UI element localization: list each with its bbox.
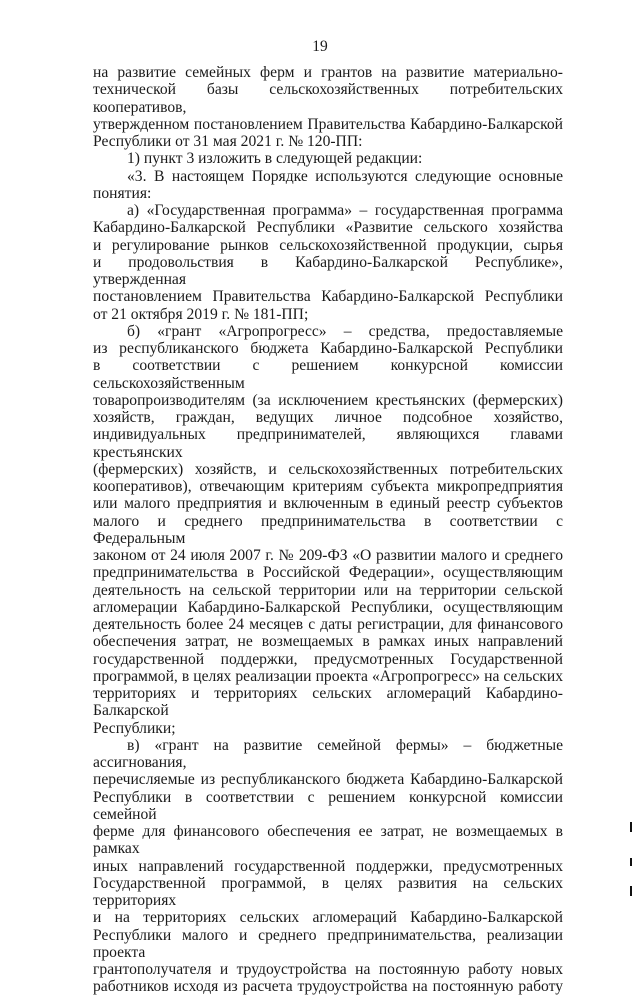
paragraph	[93, 168, 563, 203]
text-line: Республики;	[93, 719, 176, 737]
text-line: б) «грант «Агропрогресс» – средства, предоставляемые	[127, 322, 563, 340]
text-line: Государственной программой, в целях развития на сельских территориях	[93, 874, 563, 909]
text-line: на развитие семейных ферм и грантов на развитие материально-	[93, 64, 563, 81]
text-line: грантополучателя и трудоустройства на постоянную работу новых	[93, 961, 563, 978]
text-line: государственной поддержки, предусмотренных Государственной	[93, 650, 563, 668]
text-line: перечисляемые из республиканского бюджета Кабардино-Балкарской	[93, 771, 563, 789]
text-line: и регулирование рынков сельскохозяйственной продукции, сырья	[93, 236, 563, 254]
text-line: иных направлений государственной поддержки, предусмотренных	[93, 857, 563, 875]
text-line: постановлением Правительства Кабардино-Балкарской Республики	[93, 288, 563, 306]
text-line: товаропроизводителям (за исключением крестьянских (фермерских)	[93, 391, 563, 409]
text-line: программой, в целях реализации проекта «Агропрогресс» на сельских	[93, 667, 563, 685]
text-line: технической базы сельскохозяйственных потребительских кооперативов,	[93, 81, 563, 116]
text-line: Республики от 31 мая 2021 г. № 120-ПП:	[93, 133, 363, 150]
text-line: из республиканского бюджета Кабардино-Балкарской Республики	[93, 340, 563, 357]
text-line: понятия:	[93, 184, 152, 202]
page-number: 19	[312, 38, 328, 55]
text-line: Республики в соответствии с решением конкурсной комиссии семейной	[93, 788, 563, 823]
text-line: индивидуальных предпринимателей, являющихся главами крестьянских	[93, 426, 563, 461]
text-line: Кабардино-Балкарской Республики «Развитие сельского хозяйства	[93, 219, 563, 237]
paragraph	[93, 323, 563, 737]
paragraph	[93, 150, 563, 167]
text-line: в соответствии с решением конкурсной комиссии сельскохозяйственным	[93, 357, 563, 392]
scan-margin-marks	[630, 800, 634, 900]
text-line: утвержденном постановлением Правительства Кабардино-Балкарской	[93, 115, 563, 133]
text-line: деятельность более 24 месяцев с даты регистрации, для финансового	[93, 616, 563, 633]
text-line: или малого предприятия и включенным в единый реестр субъектов	[93, 495, 563, 513]
text-line: «3. В настоящем Порядке используются следующие основные	[127, 167, 563, 185]
text-line: (фермерских) хозяйств, и сельскохозяйственных потребительских	[93, 460, 563, 478]
text-line: и на территориях сельских агломераций Кабардино-Балкарской	[93, 909, 563, 927]
text-line: 1) пункт 3 изложить в следующей редакции:	[127, 150, 423, 168]
text-line: деятельность на сельской территории или на территории сельской	[93, 581, 563, 599]
text-line: территориях и территориях сельских агломераций Кабардино-Балкарской	[93, 685, 563, 720]
text-line: кооперативов), отвечающим критериям субъекта микропредприятия	[93, 478, 563, 495]
text-line: работников исходя из расчета трудоустройства на постоянную работу	[93, 978, 563, 996]
text-line: малого и среднего предпринимательства в соответствии с Федеральным	[93, 512, 563, 547]
text-line: Республики малого и среднего предпринимательства, реализации проекта	[93, 926, 563, 961]
text-line: и продовольствия в Кабардино-Балкарской Республике», утвержденная	[93, 253, 563, 288]
text-line: ферме для финансового обеспечения ее затрат, не возмещаемых в рамках	[93, 823, 563, 858]
text-line: хозяйств, граждан, ведущих личное подсобное хозяйство,	[93, 409, 563, 426]
text-line: а) «Государственная программа» – государственная программа	[127, 202, 563, 219]
paragraph	[93, 202, 563, 323]
text-line: обеспечения затрат, не возмещаемых в рамках иных направлений	[93, 633, 563, 651]
paragraph	[93, 737, 563, 996]
paragraph	[93, 64, 563, 150]
text-line: в) «грант на развитие семейной фермы» – бюджетные ассигнования,	[93, 736, 563, 771]
text-line: предпринимательства в Российской Федерации», осуществляющим	[93, 564, 563, 582]
text-line: законом от 24 июля 2007 г. № 209-ФЗ «О развитии малого и среднего	[93, 547, 563, 564]
text-line: агломерации Кабардино-Балкарской Республики, осуществляющим	[93, 598, 563, 616]
text-line: от 21 октября 2019 г. № 181-ПП;	[93, 305, 309, 323]
document-body	[93, 64, 563, 996]
